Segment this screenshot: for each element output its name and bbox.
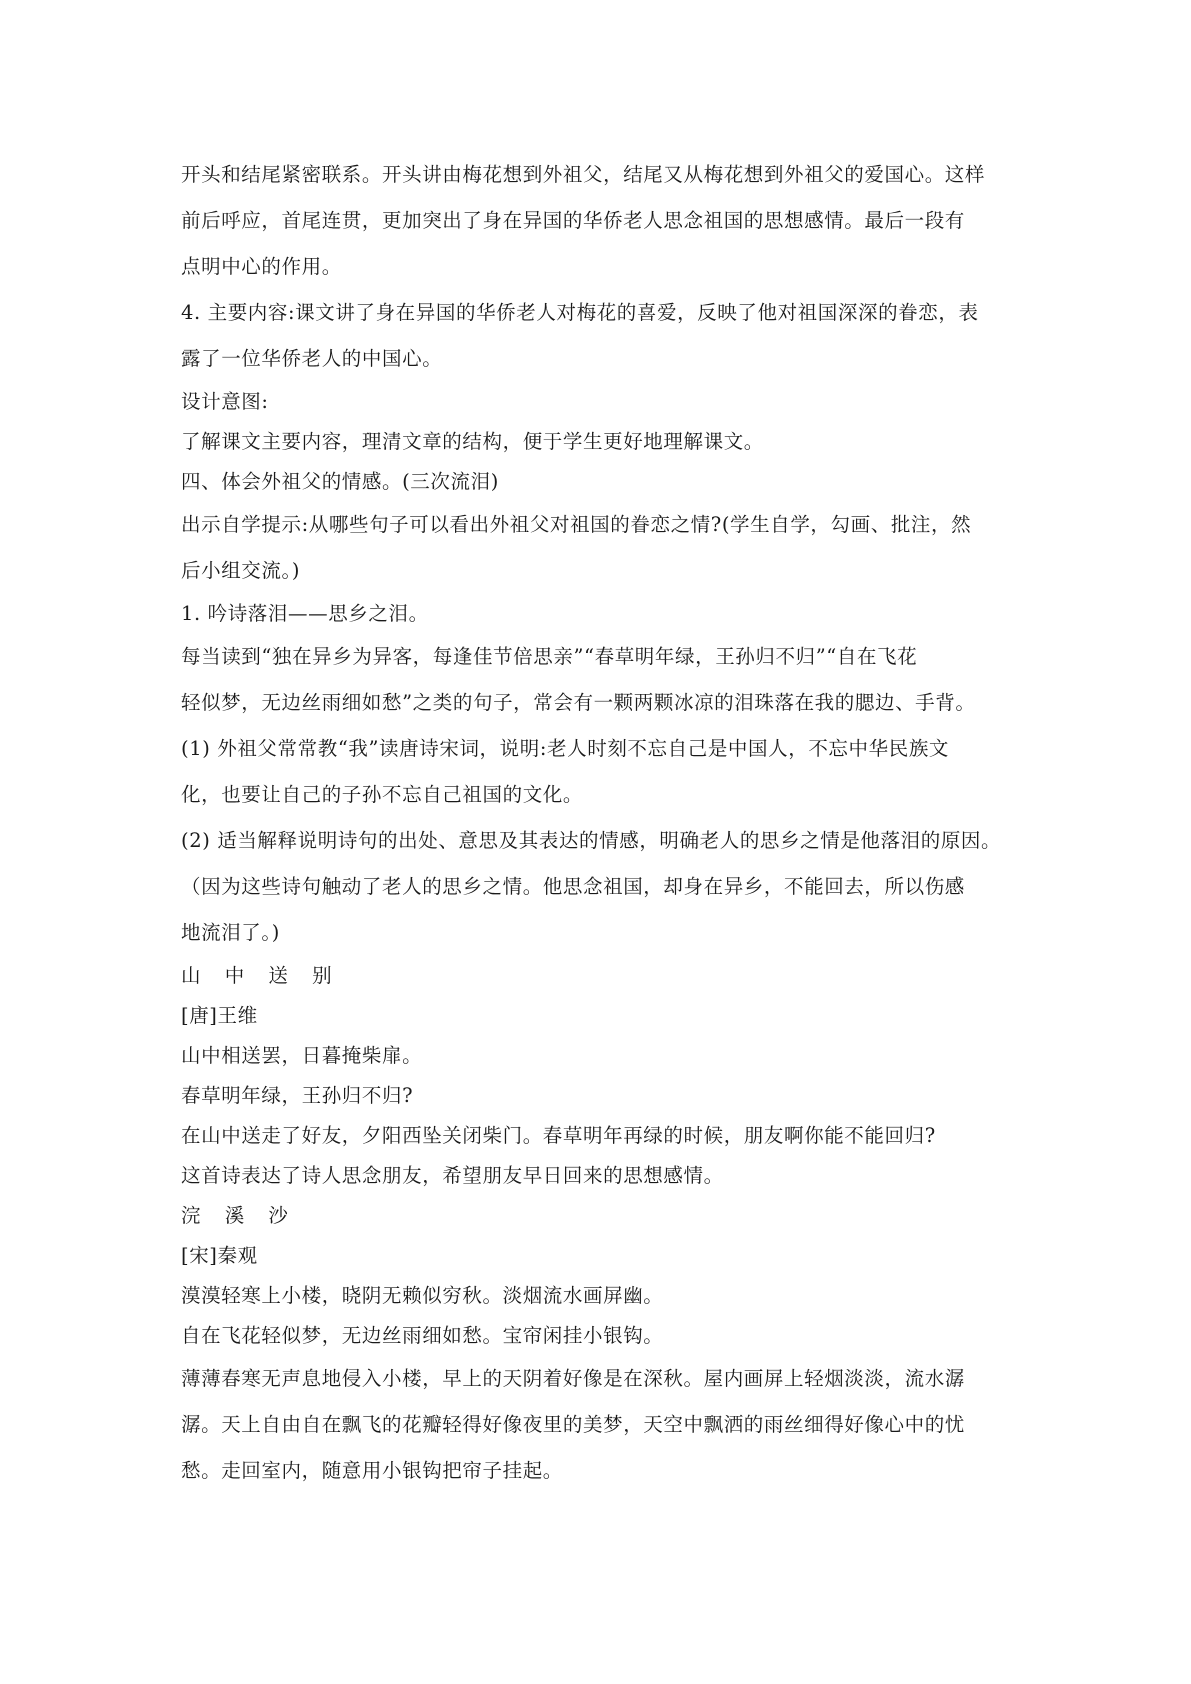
text-line: 开头和结尾紧密联系。开头讲由梅花想到外祖父，结尾又从梅花想到外祖父的爱国心。这样 — [181, 163, 986, 186]
text-line: 四、体会外祖父的情感。(三次流泪) — [181, 470, 499, 493]
text-line: (1) 外祖父常常教“我”读唐诗宋词，说明:老人时刻不忘自己是中国人，不忘中华民族文 — [181, 737, 950, 760]
text-line: 地流泪了。) — [181, 921, 280, 944]
text-line: 点明中心的作用。 — [181, 255, 342, 278]
text-line: 化，也要让自己的子孙不忘自己祖国的文化。 — [181, 783, 584, 806]
text-line: 自在飞花轻似梦，无边丝雨细如愁。宝帘闲挂小银钩。 — [181, 1324, 664, 1347]
text-line: （因为这些诗句触动了老人的思乡之情。他思念祖国，却身在异乡，不能回去，所以伤感 — [181, 875, 965, 898]
text-line: 前后呼应，首尾连贯，更加突出了身在异国的华侨老人思念祖国的思想感情。最后一段有 — [181, 209, 965, 232]
text-line: 了解课文主要内容，理清文章的结构，便于学生更好地理解课文。 — [181, 430, 764, 453]
text-line: 轻似梦，无边丝雨细如愁”之类的句子，常会有一颗两颗冰凉的泪珠落在我的腮边、手背。 — [181, 691, 976, 714]
text-line: 山 中 送 别 — [181, 964, 341, 987]
document-body — [181, 152, 1021, 1494]
text-line: 露了一位华侨老人的中国心。 — [181, 347, 443, 370]
text-line: 后小组交流。) — [181, 559, 301, 582]
text-line: 漠漠轻寒上小楼，晓阴无赖似穷秋。淡烟流水画屏幽。 — [181, 1284, 664, 1307]
text-line: 春草明年绿，王孙归不归? — [181, 1084, 414, 1107]
text-line: [唐]王维 — [181, 1004, 258, 1027]
text-line: 设计意图: — [181, 390, 269, 413]
text-line: 这首诗表达了诗人思念朋友，希望朋友早日回来的思想感情。 — [181, 1164, 724, 1187]
text-line: 浣 溪 沙 — [181, 1204, 297, 1227]
text-line: 出示自学提示:从哪些句子可以看出外祖父对祖国的眷恋之情?(学生自学，勾画、批注，然 — [181, 513, 972, 536]
text-line: 潺。天上自由自在飘飞的花瓣轻得好像夜里的美梦，天空中飘洒的雨丝细得好像心中的忧 — [181, 1413, 965, 1436]
text-line: 在山中送走了好友，夕阳西坠关闭柴门。春草明年再绿的时候，朋友啊你能不能回归? — [181, 1124, 936, 1147]
text-line: [宋]秦观 — [181, 1244, 258, 1267]
text-line: 愁。走回室内，随意用小银钩把帘子挂起。 — [181, 1459, 563, 1482]
text-line: 每当读到“独在异乡为异客，每逢佳节倍思亲”“春草明年绿，王孙归不归”“自在飞花 — [181, 645, 918, 668]
text-line: 1. 吟诗落泪——思乡之泪。 — [181, 602, 429, 625]
text-line: 薄薄春寒无声息地侵入小楼，早上的天阴着好像是在深秋。屋内画屏上轻烟淡淡，流水潺 — [181, 1367, 965, 1390]
text-line: (2) 适当解释说明诗句的出处、意思及其表达的情感，明确老人的思乡之情是他落泪的原因。 — [181, 829, 1002, 852]
text-line: 4. 主要内容:课文讲了身在异国的华侨老人对梅花的喜爱，反映了他对祖国深深的眷恋，表 — [181, 301, 979, 324]
text-line: 山中相送罢，日暮掩柴扉。 — [181, 1044, 423, 1067]
